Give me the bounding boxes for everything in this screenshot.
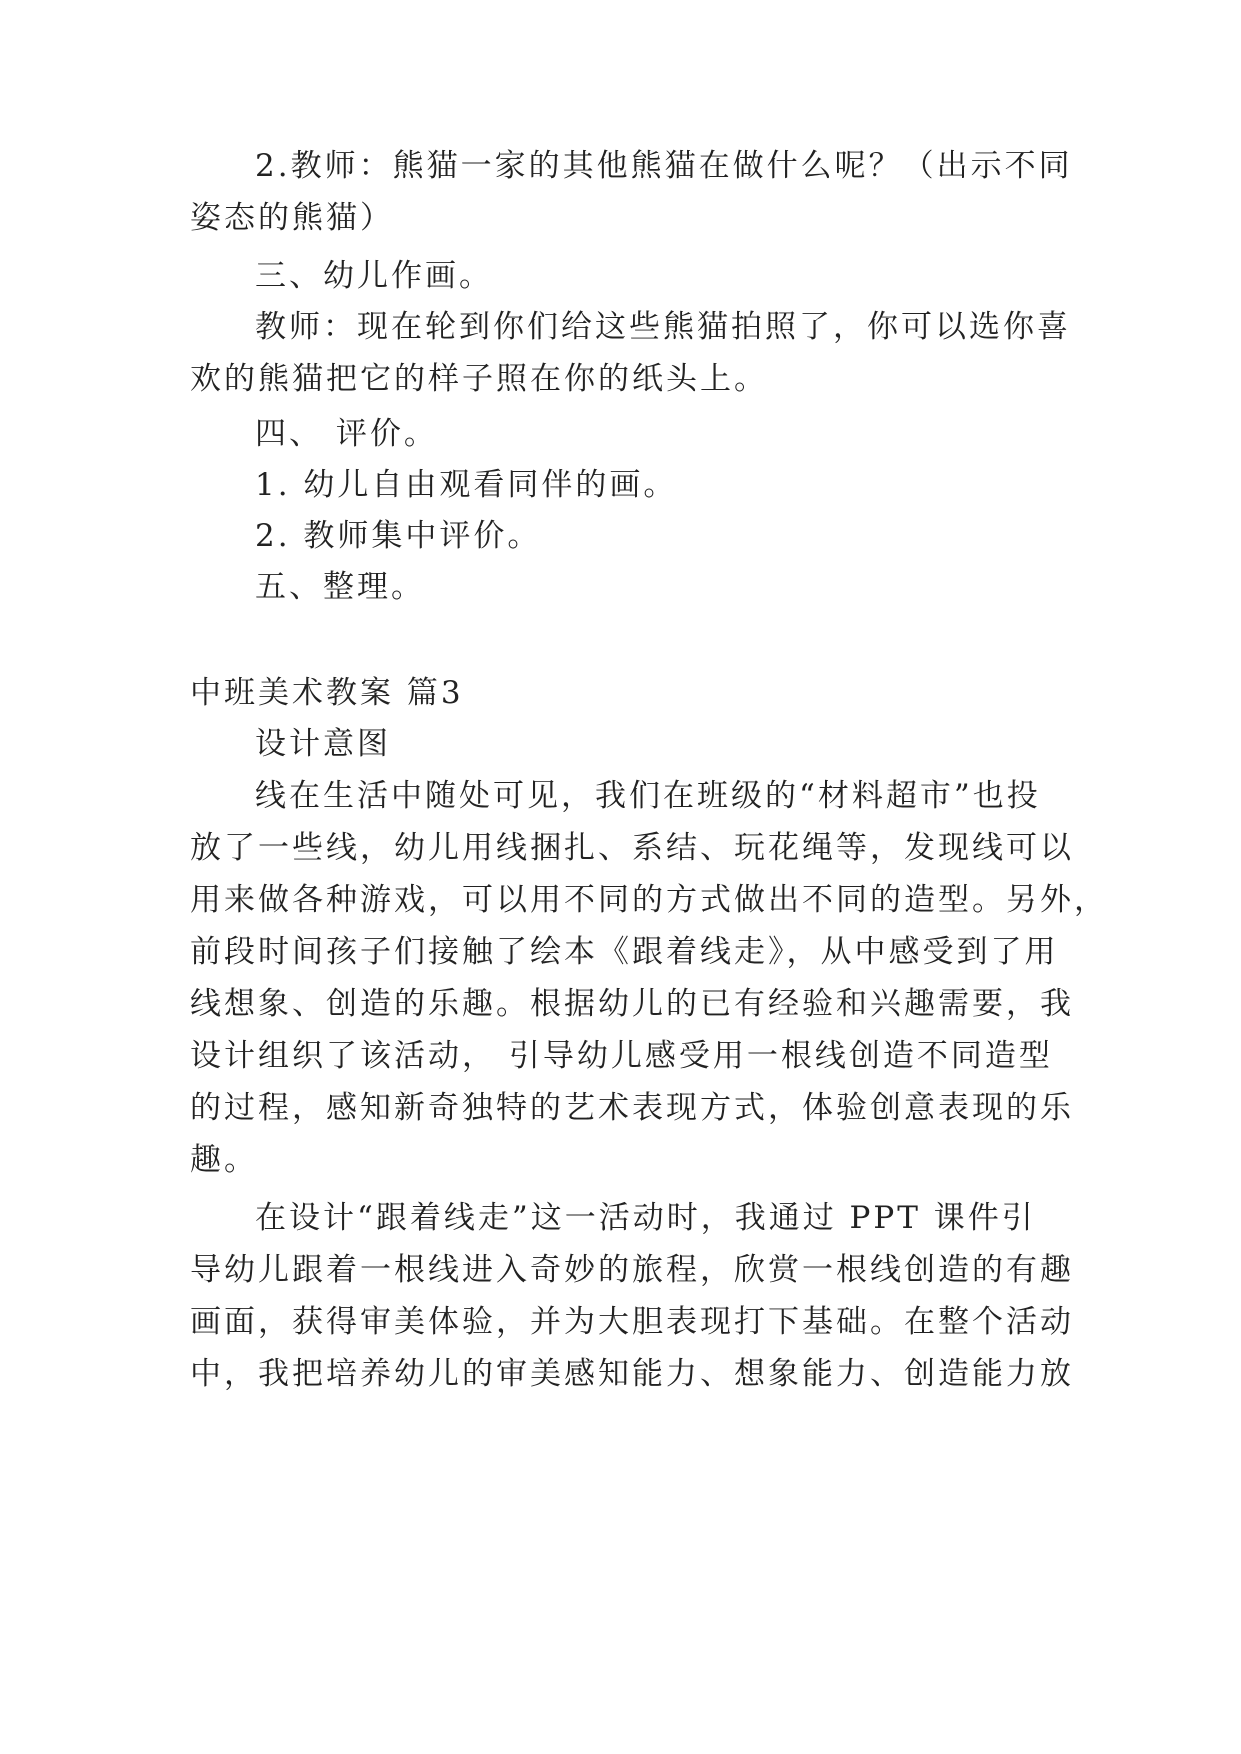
paragraph-line: 线想象、创造的乐趣。根据幼儿的已有经验和兴趣需要，我 — [190, 986, 1074, 1022]
section-heading: 五、整理。 — [255, 569, 425, 605]
paragraph-line: 设计组织了该活动， 引导幼儿感受用一根线创造不同造型 — [190, 1038, 1053, 1074]
paragraph-line: 中，我把培养幼儿的审美感知能力、想象能力、创造能力放 — [190, 1356, 1074, 1392]
paragraph-line: 教师：现在轮到你们给这些熊猫拍照了，你可以选你喜 — [255, 309, 1071, 345]
list-item: 1. 幼儿自由观看同伴的画。 — [255, 467, 678, 503]
section-heading: 四、 评价。 — [255, 416, 438, 452]
paragraph-line: 前段时间孩子们接触了绘本《跟着线走》，从中感受到了用 — [190, 934, 1059, 970]
paragraph-line: 导幼儿跟着一根线进入奇妙的旅程，欣赏一根线创造的有趣 — [190, 1252, 1074, 1288]
paragraph-line: 线在生活中随处可见，我们在班级的“材料超市”也投 — [255, 778, 1041, 814]
section-heading: 三、幼儿作画。 — [255, 258, 493, 294]
section-heading: 设计意图 — [255, 726, 391, 762]
article-title: 中班美术教案 篇3 — [190, 675, 464, 711]
paragraph-line: 放了一些线，幼儿用线捆扎、系结、玩花绳等，发现线可以 — [190, 830, 1074, 866]
paragraph-line: 姿态的熊猫） — [190, 200, 394, 236]
paragraph-line: 在设计“跟着线走”这一活动时，我通过 PPT 课件引 — [255, 1200, 1036, 1236]
paragraph-line: 用来做各种游戏，可以用不同的方式做出不同的造型。另外， — [190, 882, 1108, 918]
paragraph-line: 2.教师：熊猫一家的其他熊猫在做什么呢？（出示不同 — [255, 148, 1073, 184]
paragraph-line: 的过程，感知新奇独特的艺术表现方式，体验创意表现的乐 — [190, 1090, 1074, 1126]
paragraph-line: 趣。 — [190, 1142, 258, 1178]
paragraph-line: 欢的熊猫把它的样子照在你的纸头上。 — [190, 361, 768, 397]
paragraph-line: 画面，获得审美体验，并为大胆表现打下基础。在整个活动 — [190, 1304, 1074, 1340]
list-item: 2. 教师集中评价。 — [255, 518, 542, 554]
